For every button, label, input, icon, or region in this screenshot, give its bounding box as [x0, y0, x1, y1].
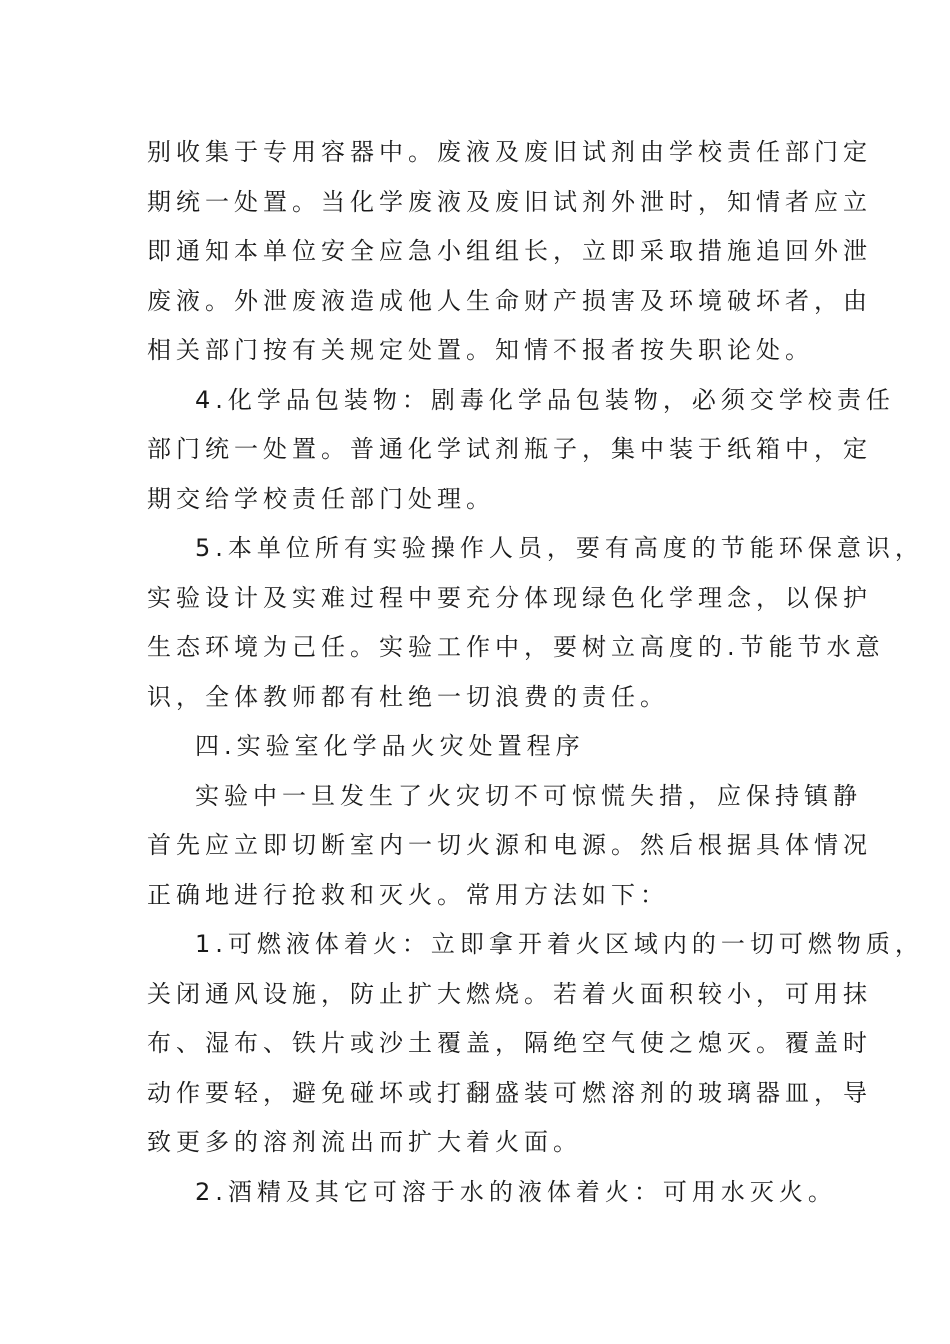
- text-line: 识，全体教师都有杜绝一切浪费的责任。: [147, 682, 669, 711]
- section-heading: 四.实验室化学品火灾处置程序: [195, 732, 585, 760]
- text-line: 生态环境为己任。实验工作中，要树立高度的.节能节水意: [147, 633, 885, 661]
- text-line: 即通知本单位安全应急小组组长，立即采取措施追回外泄: [147, 237, 872, 265]
- text-line: 废液。外泄废液造成他人生命财产损害及环境破坏者，由: [147, 286, 872, 315]
- text-line: 动作要轻，避免碰坏或打翻盛装可燃溶剂的玻璃器皿，导: [147, 1078, 872, 1107]
- text-line: 首先应立即切断室内一切火源和电源。然后根据具体情况: [147, 831, 872, 859]
- paragraph-start-line: 2.酒精及其它可溶于水的液体着火：可用水灭火。: [195, 1177, 837, 1206]
- text-line: 期交给学校责任部门处理。: [147, 484, 495, 513]
- paragraph-start-line: 4.化学品包装物：剧毒化学品包装物，必须交学校责任: [195, 385, 895, 414]
- text-line: 布、湿布、铁片或沙土覆盖，隔绝空气使之熄灭。覆盖时: [147, 1029, 872, 1057]
- paragraph-start-line: 1.可燃液体着火：立即拿开着火区域内的一切可燃物质，: [195, 930, 924, 958]
- text-line: 相关部门按有关规定处置。知情不报者按失职论处。: [147, 336, 814, 364]
- document-body: [147, 128, 924, 1217]
- text-line: 期统一处置。当化学废液及废旧试剂外泄时，知情者应立: [147, 187, 872, 216]
- text-line: 致更多的溶剂流出而扩大着火面。: [147, 1128, 582, 1156]
- text-line: 实验设计及实难过程中要充分体现绿色化学理念，以保护: [147, 583, 872, 612]
- text-line: 部门统一处置。普通化学试剂瓶子，集中装于纸箱中，定: [147, 435, 872, 463]
- paragraph-start-line: 实验中一旦发生了火灾切不可惊慌失措，应保持镇静: [195, 781, 862, 810]
- text-line: 别收集于专用容器中。废液及废旧试剂由学校责任部门定: [147, 138, 872, 166]
- text-line: 关闭通风设施，防止扩大燃烧。若着火面积较小，可用抹: [147, 979, 872, 1008]
- text-line: 正确地进行抢救和灭火。常用方法如下：: [147, 880, 669, 909]
- paragraph-start-line: 5.本单位所有实验操作人员，要有高度的节能环保意识，: [195, 534, 924, 562]
